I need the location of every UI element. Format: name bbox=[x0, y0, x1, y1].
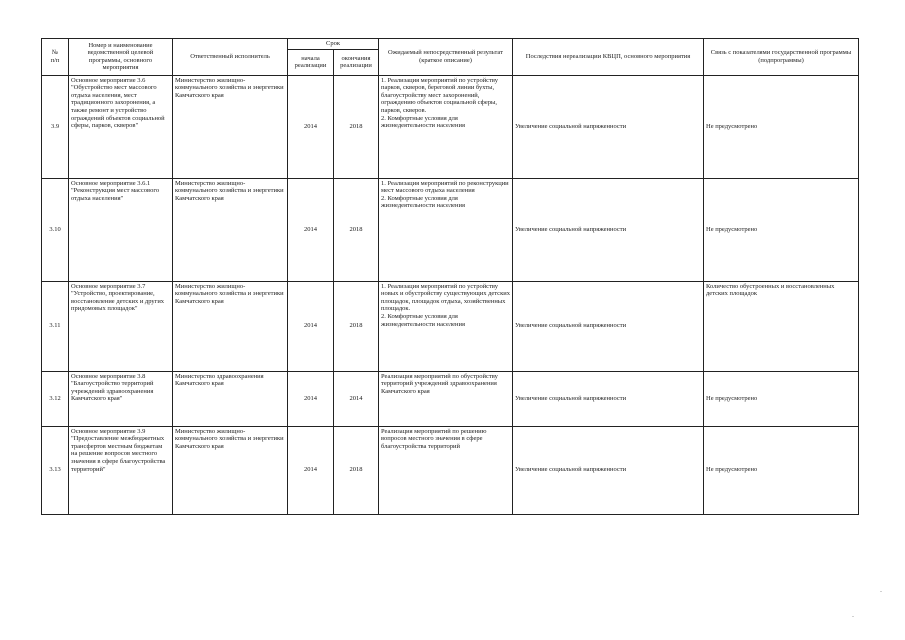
row-result: Реализация мероприятий по решению вопросов местного значения в сфере благоустройства территорий bbox=[379, 426, 513, 514]
row-end: 2018 bbox=[334, 426, 379, 514]
row-end: 2018 bbox=[334, 178, 379, 281]
row-executor: Министерство здравоохранения Камчатского края bbox=[173, 371, 288, 426]
row-consequences: Увеличение социальной напряженности bbox=[513, 426, 704, 514]
row-consequences: Увеличение социальной напряженности bbox=[513, 371, 704, 426]
scan-speck: . bbox=[852, 610, 854, 619]
table-row bbox=[42, 371, 859, 426]
header-term: Срок bbox=[288, 39, 379, 50]
header-result: Ожидаемый непосредственный результат (краткое описание) bbox=[379, 39, 513, 76]
row-end: 2018 bbox=[334, 75, 379, 178]
row-num: 3.11 bbox=[42, 281, 69, 371]
header-executor: Ответственный исполнитель bbox=[173, 39, 288, 76]
row-name: Основное мероприятие 3.6.1 "Реконструкция мест массового отдыха населения" bbox=[69, 178, 173, 281]
row-consequences: Увеличение социальной напряженности bbox=[513, 75, 704, 178]
row-link: Не предусмотрено bbox=[704, 178, 859, 281]
row-consequences: Увеличение социальной напряженности bbox=[513, 178, 704, 281]
row-start: 2014 bbox=[288, 371, 334, 426]
row-result: 1. Реализация мероприятий по устройству парков, скверов, береговой линии бухты, благоустройству мест захоронений, ограждению объектов социальной сферы, парков, скверов. 2. Комфортные условия для жизнедеятельности населения bbox=[379, 75, 513, 178]
header-link: Связь с показателями государственной программы (подпрограммы) bbox=[704, 39, 859, 76]
row-name: Основное мероприятие 3.6 "Обустройство мест массового отдыха населения, мест традиционного захоронения, а также ремонт и устройство ограждений объектов социальной сферы, парков, скверов" bbox=[69, 75, 173, 178]
row-consequences: Увеличение социальной напряженности bbox=[513, 281, 704, 371]
table-row bbox=[42, 75, 859, 178]
row-executor: Министерство жилищно-коммунального хозяйства и энергетики Камчатского края bbox=[173, 75, 288, 178]
row-num: 3.12 bbox=[42, 371, 69, 426]
header-name: Номер и наименование ведомственной целевой программы, основного мероприятия bbox=[69, 39, 173, 76]
row-end: 2014 bbox=[334, 371, 379, 426]
row-executor: Министерство жилищно-коммунального хозяйства и энергетики Камчатского края bbox=[173, 426, 288, 514]
row-link: Количество обустроенных и восстановленных детских площадок bbox=[704, 281, 859, 371]
row-start: 2014 bbox=[288, 75, 334, 178]
header-consequences: Последствия нереализации КВЦП, основного мероприятия bbox=[513, 39, 704, 76]
row-executor: Министерство жилищно-коммунального хозяйства и энергетики Камчатского края bbox=[173, 281, 288, 371]
row-result: 1. Реализация мероприятий по устройству новых и обустройству существующих детских площадок, площадок отдыха, хозяйственных площадок. 2. Комфортные условия для жизнедеятельности населения bbox=[379, 281, 513, 371]
row-start: 2014 bbox=[288, 426, 334, 514]
scan-speck: . bbox=[880, 585, 882, 594]
row-result: 1. Реализация мероприятий по реконструкции мест массового отдыха населения 2. Комфортные условия для жизнедеятельности населения bbox=[379, 178, 513, 281]
row-link: Не предусмотрено bbox=[704, 75, 859, 178]
row-end: 2018 bbox=[334, 281, 379, 371]
table-row bbox=[42, 426, 859, 514]
header-start: начала реализации bbox=[288, 49, 334, 75]
row-name: Основное мероприятие 3.9 "Предоставление межбюджетных трансфертов местным бюджетам на решение вопросов местного значения в сфере благоустройства территорий" bbox=[69, 426, 173, 514]
measures-table bbox=[41, 38, 859, 515]
row-num: 3.13 bbox=[42, 426, 69, 514]
row-executor: Министерство жилищно-коммунального хозяйства и энергетики Камчатского края bbox=[173, 178, 288, 281]
table-row bbox=[42, 178, 859, 281]
row-link: Не предусмотрено bbox=[704, 426, 859, 514]
row-start: 2014 bbox=[288, 281, 334, 371]
row-num: 3.9 bbox=[42, 75, 69, 178]
row-start: 2014 bbox=[288, 178, 334, 281]
header-num: № п/п bbox=[42, 39, 69, 76]
row-name: Основное мероприятие 3.7 "Устройство, проектирование, восстановление детских и других придомовых площадок" bbox=[69, 281, 173, 371]
table-row bbox=[42, 281, 859, 371]
row-num: 3.10 bbox=[42, 178, 69, 281]
row-result: Реализация мероприятий по обустройству территорий учреждений здравоохранения Камчатского края bbox=[379, 371, 513, 426]
header-end: окончания реализации bbox=[334, 49, 379, 75]
row-name: Основное мероприятие 3.8 "Благоустройство территорий учреждений здравоохранения Камчатского края" bbox=[69, 371, 173, 426]
row-link: Не предусмотрено bbox=[704, 371, 859, 426]
